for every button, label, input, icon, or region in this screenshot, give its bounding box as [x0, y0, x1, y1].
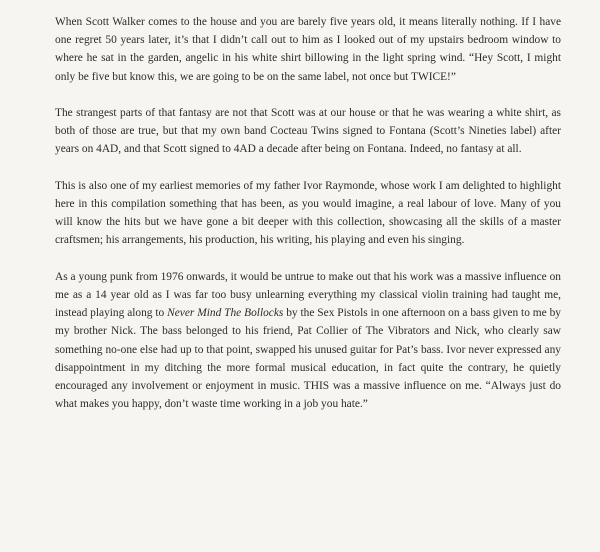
paragraph-2: The strangest parts of that fantasy are not that Scott was at our house or that he was wearing a white shirt, as both of those are true, but that my own band Cocteau Twins signed to Fontana (Scott’s Nineties label) after years on 4AD, and that Scott signed to 4AD a decade after being on Fontana. Indeed, no fantasy at all.: [55, 107, 561, 156]
paragraph-3: This is also one of my earliest memories of my father Ivor Raymonde, whose work I am delighted to highlight here in this compilation something that has been, as you would imagine, a real labour of love. Many of you will know the hits but we have gone a bit deeper with this collection, showcasing all the skills of a master craftsmen; his arrangements, his production, his writing, his playing and even his singing.: [55, 179, 561, 247]
album-title-italic: Never Mind The Bollocks: [167, 307, 284, 320]
paragraph-4: [55, 268, 561, 414]
liner-notes-text: [55, 13, 561, 432]
paragraph-4-text-start: As a young punk from 1976 onwards, it would be untrue to make out that his work was a massive influence on me as a 14 year old as I was far too busy unlearning everything my classical violin training had taught me, instead playing along to: [55, 270, 561, 320]
paragraph-4-text-end: by the Sex Pistols in one afternoon on a bass given to me by my brother Nick. The bass belonged to his friend, Pat Collier of The Vibrators and Nick, who clearly saw something no-one else had up to that point, swapped his unused guitar for Pat’s bass. Ivor never expressed any disappointment in my ditching the more formal musical education, in fact quite the contrary, he quietly encouraged any involvement or enjoyment in music. THIS was a massive influence on me. “Always just do what makes you happy, don’t waste time working in a job you hate.”: [55, 307, 561, 411]
paragraph-1: When Scott Walker comes to the house and you are barely five years old, it means literally nothing. If I have one regret 50 years later, it’s that I didn’t call out to him as I looked out of my upstairs bedroom window to where he sat in the garden, angelic in his white shirt billowing in the light spring wind. “Hey Scott, I might only be five but know this, we are going to be on the same label, not once but TWICE!”: [55, 16, 561, 83]
